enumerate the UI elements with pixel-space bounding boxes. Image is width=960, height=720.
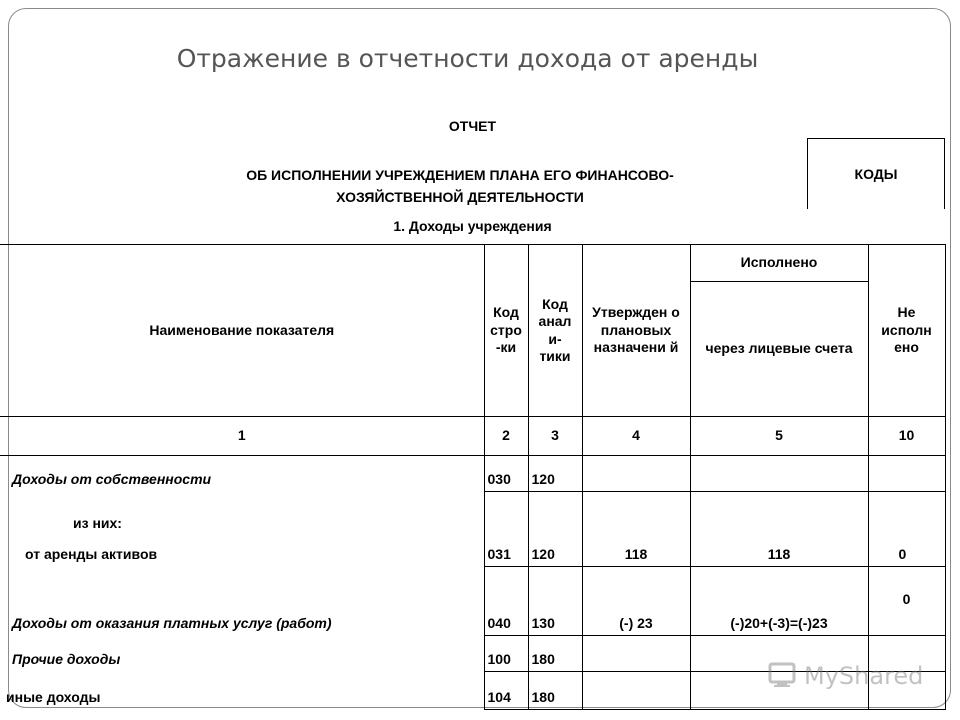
row-approved: 118 xyxy=(582,492,690,567)
codes-label: КОДЫ xyxy=(854,166,898,182)
watermark xyxy=(768,656,928,696)
row-name: от аренды активов xyxy=(25,546,158,562)
row-line-code: 040 xyxy=(484,567,528,636)
report-subheading-line2: ХОЗЯЙСТВЕННОЙ ДЕЯТЕЛЬНОСТИ xyxy=(336,189,584,205)
row-approved xyxy=(582,672,690,710)
row-analytic-code: 180 xyxy=(528,636,582,672)
row-approved xyxy=(582,636,690,672)
myshared-logo-icon xyxy=(768,659,798,694)
row-analytic-code: 120 xyxy=(528,492,582,567)
row-name: Доходы от оказания платных услуг (работ) xyxy=(0,567,484,636)
row-via-accounts: 118 xyxy=(690,492,868,567)
row-name: Доходы от собственности xyxy=(0,456,484,492)
slide-title: Отражение в отчетности дохода от аренды xyxy=(176,44,759,73)
header-not-executed: Не исполн ено xyxy=(868,245,945,417)
row-via-accounts: (-)20+(-3)=(-)23 xyxy=(690,567,868,636)
column-number: 2 xyxy=(484,417,528,456)
row-name-cell xyxy=(0,492,484,567)
table-row xyxy=(0,567,945,636)
column-number: 4 xyxy=(582,417,690,456)
column-numbers-row xyxy=(0,417,945,456)
row-not-executed: 0 xyxy=(868,567,945,636)
row-analytic-code: 130 xyxy=(528,567,582,636)
row-approved xyxy=(582,456,690,492)
section-title: 1. Доходы учреждения xyxy=(393,218,552,234)
report-heading: ОТЧЕТ xyxy=(448,118,497,134)
header-line-code: Код стро -ки xyxy=(484,245,528,417)
header-executed: Исполнено xyxy=(690,245,868,282)
table-row xyxy=(0,492,945,567)
row-name: иные доходы xyxy=(0,672,484,710)
header-approved: Утвержден о плановых назначени й xyxy=(582,245,690,417)
row-not-executed xyxy=(868,456,945,492)
row-analytic-code: 120 xyxy=(528,456,582,492)
watermark-text: MyShared xyxy=(804,662,924,690)
row-line-code: 030 xyxy=(484,456,528,492)
codes-box xyxy=(807,138,945,209)
header-name: Наименование показателя xyxy=(0,245,484,417)
header-via-accounts: через лицевые счета xyxy=(690,282,868,417)
row-line-code: 104 xyxy=(484,672,528,710)
column-number: 10 xyxy=(868,417,945,456)
column-number: 1 xyxy=(0,417,484,456)
row-name: Прочие доходы xyxy=(0,636,484,672)
row-analytic-code: 180 xyxy=(528,672,582,710)
column-number: 3 xyxy=(528,417,582,456)
column-number: 5 xyxy=(690,417,868,456)
header-analytic-code: Код анал и- тики xyxy=(528,245,582,417)
row-name-prefix: из них: xyxy=(73,514,122,531)
income-table xyxy=(0,244,946,710)
row-via-accounts xyxy=(690,456,868,492)
row-line-code: 100 xyxy=(484,636,528,672)
row-approved: (-) 23 xyxy=(582,567,690,636)
row-line-code: 031 xyxy=(484,492,528,567)
report-subheading-line1: ОБ ИСПОЛНЕНИИ УЧРЕЖДЕНИЕМ ПЛАНА ЕГО ФИНАНСОВО- xyxy=(246,167,674,183)
table-row xyxy=(0,456,945,492)
row-not-executed: 0 xyxy=(868,492,945,567)
